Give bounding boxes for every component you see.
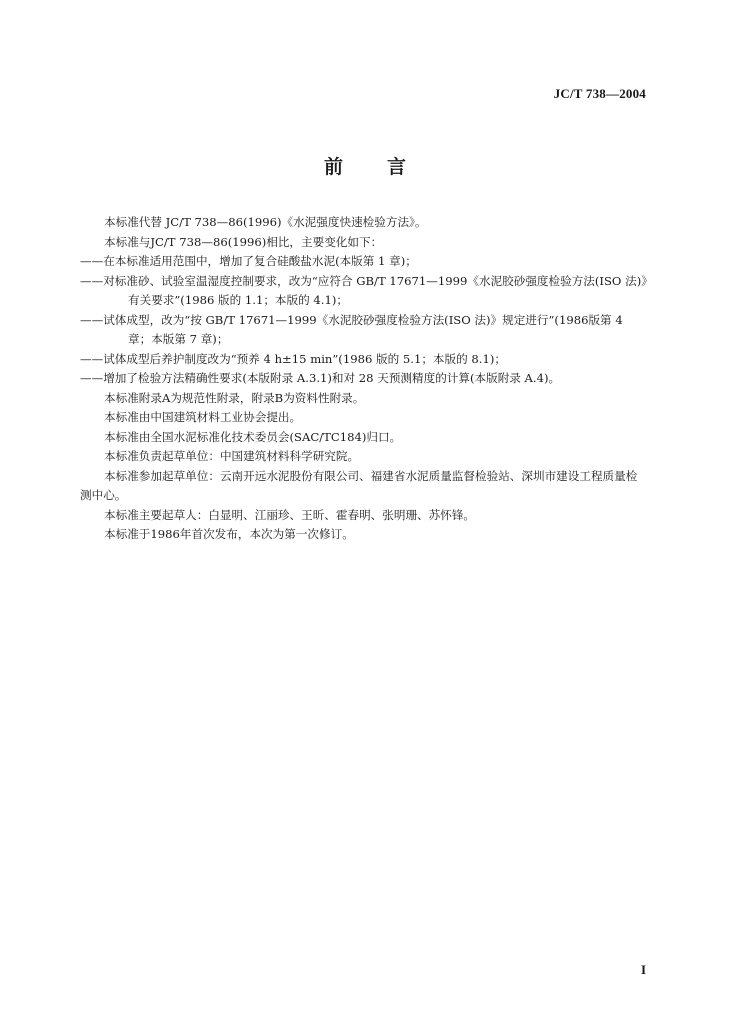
change-item-sand: ——对标准砂、试验室温湿度控制要求，改为“应符合 GB/T 17671—1999《水泥胶砂强度检验方法(ISO 法)》有关要求”(1986 版的 1.1；本版的 4.1)； bbox=[80, 273, 648, 307]
change-item-precision: ——增加了检验方法精确性要求(本版附录 A.3.1)和对 28 天预测精度的计算(本版附录 A.4)。 bbox=[80, 371, 561, 385]
title-char-2: 言 bbox=[387, 156, 407, 178]
paragraph-participating-units: 本标准参加起草单位：云南开远水泥股份有限公司、福建省水泥质量监督检验站、深圳市建设工程质量检测中心。 bbox=[80, 468, 638, 502]
paragraph-committee: 本标准由全国水泥标准化技术委员会(SAC/TC184)归口。 bbox=[104, 429, 402, 444]
foreword-body bbox=[80, 213, 648, 545]
change-item-curing: ——试体成型后养护制度改为“预养 4 h±15 min”(1986 版的 5.1；本版的 8.1)； bbox=[80, 351, 506, 366]
paragraph-proposed-by: 本标准由中国建筑材料工业协会提出。 bbox=[104, 410, 302, 424]
change-item-specimen: ——试体成型，改为“按 GB/T 17671—1999《水泥胶砂强度检验方法(ISO 法)》规定进行”(1986版第 4 章；本版第 7 章)； bbox=[80, 312, 623, 346]
page-number: I bbox=[640, 962, 646, 977]
paragraph-first-issue: 本标准于1986年首次发布，本次为第一次修订。 bbox=[104, 527, 354, 541]
paragraph-replaces: 本标准代替 JC/T 738—86(1996)《水泥强度快速检验方法》。 bbox=[104, 215, 427, 229]
paragraph-drafters: 本标准主要起草人：白显明、江丽珍、王昕、霍春明、张明珊、苏怀锋。 bbox=[104, 507, 476, 522]
paragraph-drafting-unit: 本标准负责起草单位：中国建筑材料科学研究院。 bbox=[104, 449, 360, 463]
paragraph-annex: 本标准附录A为规范性附录，附录B为资料性附录。 bbox=[104, 390, 365, 405]
paragraph-changes-intro: 本标准与JC/T 738—86(1996)相比，主要变化如下： bbox=[104, 234, 383, 249]
page-title bbox=[0, 152, 730, 179]
change-item-scope: ——在本标准适用范围中，增加了复合硅酸盐水泥(本版第 1 章)； bbox=[80, 254, 417, 268]
standard-code: JC/T 738—2004 bbox=[553, 86, 646, 101]
title-char-1: 前 bbox=[323, 156, 343, 178]
